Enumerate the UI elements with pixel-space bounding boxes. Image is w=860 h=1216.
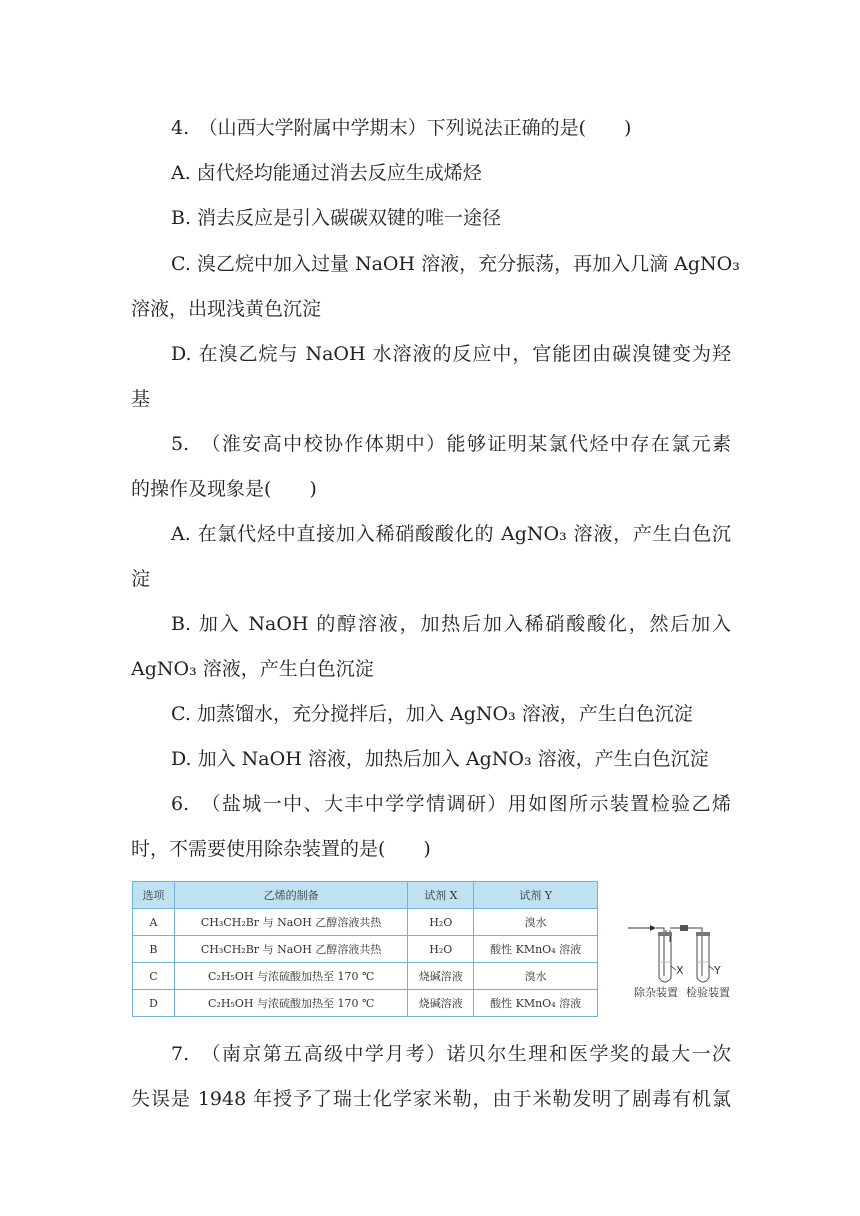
- header-option: 选项: [133, 882, 175, 909]
- table-cell: 烧碱溶液: [408, 990, 474, 1017]
- label-x: X: [676, 964, 684, 977]
- label-y: Y: [714, 964, 721, 977]
- q5-option-b-line1: B. 加入 NaOH 的醇溶液，加热后加入稀硝酸酸化，然后加入: [171, 613, 731, 635]
- q4-option-b: B. 消去反应是引入碳碳双键的唯一途径: [171, 207, 502, 229]
- q5-option-d: D. 加入 NaOH 溶液，加热后加入 AgNO₃ 溶液，产生白色沉淀: [171, 748, 709, 770]
- table-cell: 烧碱溶液: [408, 963, 474, 990]
- q5-option-b-line2: AgNO₃ 溶液，产生白色沉淀: [131, 658, 374, 680]
- q5-stem-line1: 5. （淮安高中校协作体期中）能够证明某氯代烃中存在氯元素: [171, 433, 731, 455]
- test-bottle: [686, 928, 710, 982]
- table-cell: C: [133, 963, 175, 990]
- table-cell: 溴水: [474, 963, 598, 990]
- table-row: [133, 990, 598, 1017]
- table-cell: C₂H₅OH 与浓硫酸加热至 170 ℃: [174, 963, 407, 990]
- caption-purification: 除杂装置: [634, 986, 678, 998]
- apparatus-figure: [626, 918, 736, 998]
- q4-option-c-line2: 溶液，出现浅黄色沉淀: [131, 298, 322, 320]
- table-cell: B: [133, 936, 175, 963]
- table-cell: CH₃CH₂Br 与 NaOH 乙醇溶液共热: [174, 936, 407, 963]
- q4-option-c-line1: C. 溴乙烷中加入过量 NaOH 溶液，充分振荡，再加入几滴 AgNO₃: [171, 253, 740, 275]
- caption-detection: 检验装置: [686, 986, 730, 998]
- q5-option-c: C. 加蒸馏水，充分搅拌后，加入 AgNO₃ 溶液，产生白色沉淀: [171, 703, 693, 725]
- q6-stem-line2: 时，不需要使用除杂装置的是( ): [131, 838, 431, 860]
- table-cell: H₂O: [408, 909, 474, 936]
- table-row: [133, 909, 598, 936]
- q7-stem-line1: 7. （南京第五高级中学月考）诺贝尔生理和医学奖的最大一次: [171, 1043, 731, 1065]
- table-cell: H₂O: [408, 936, 474, 963]
- table-cell: 溴水: [474, 909, 598, 936]
- table-cell: C₂H₅OH 与浓硫酸加热至 170 ℃: [174, 990, 407, 1017]
- table-cell: CH₃CH₂Br 与 NaOH 乙醇溶液共热: [174, 909, 407, 936]
- gas-inlet-arrow: [628, 925, 656, 931]
- q4-option-a: A. 卤代烃均能通过消去反应生成烯烃: [171, 162, 482, 184]
- q5-stem-line2: 的操作及现象是( ): [131, 478, 317, 500]
- header-reagent-x: 试剂 X: [408, 882, 474, 909]
- header-preparation: 乙烯的制备: [174, 882, 407, 909]
- q5-option-a-line2: 淀: [131, 568, 151, 590]
- q7-stem-line2: 失误是 1948 年授予了瑞士化学家米勒，由于米勒发明了剧毒有机氯: [131, 1088, 731, 1110]
- q5-option-a-line1: A. 在氯代烃中直接加入稀硝酸酸化的 AgNO₃ 溶液，产生白色沉: [171, 523, 731, 545]
- q4-option-d-line2: 基: [131, 388, 151, 410]
- table-row: [133, 936, 598, 963]
- table-header-row: [133, 882, 598, 909]
- table-row: [133, 963, 598, 990]
- q4-stem: 4. （山西大学附属中学期末）下列说法正确的是( ): [171, 117, 632, 139]
- table-cell: A: [133, 909, 175, 936]
- table-cell: D: [133, 990, 175, 1017]
- table-cell: 酸性 KMnO₄ 溶液: [474, 990, 598, 1017]
- header-reagent-y: 试剂 Y: [474, 882, 598, 909]
- q4-option-d-line1: D. 在溴乙烷与 NaOH 水溶液的反应中，官能团由碳溴键变为羟: [171, 343, 731, 365]
- table-cell: 酸性 KMnO₄ 溶液: [474, 936, 598, 963]
- q6-table: [132, 881, 598, 1017]
- q6-stem-line1: 6. （盐城一中、大丰中学学情调研）用如图所示装置检验乙烯: [171, 793, 731, 815]
